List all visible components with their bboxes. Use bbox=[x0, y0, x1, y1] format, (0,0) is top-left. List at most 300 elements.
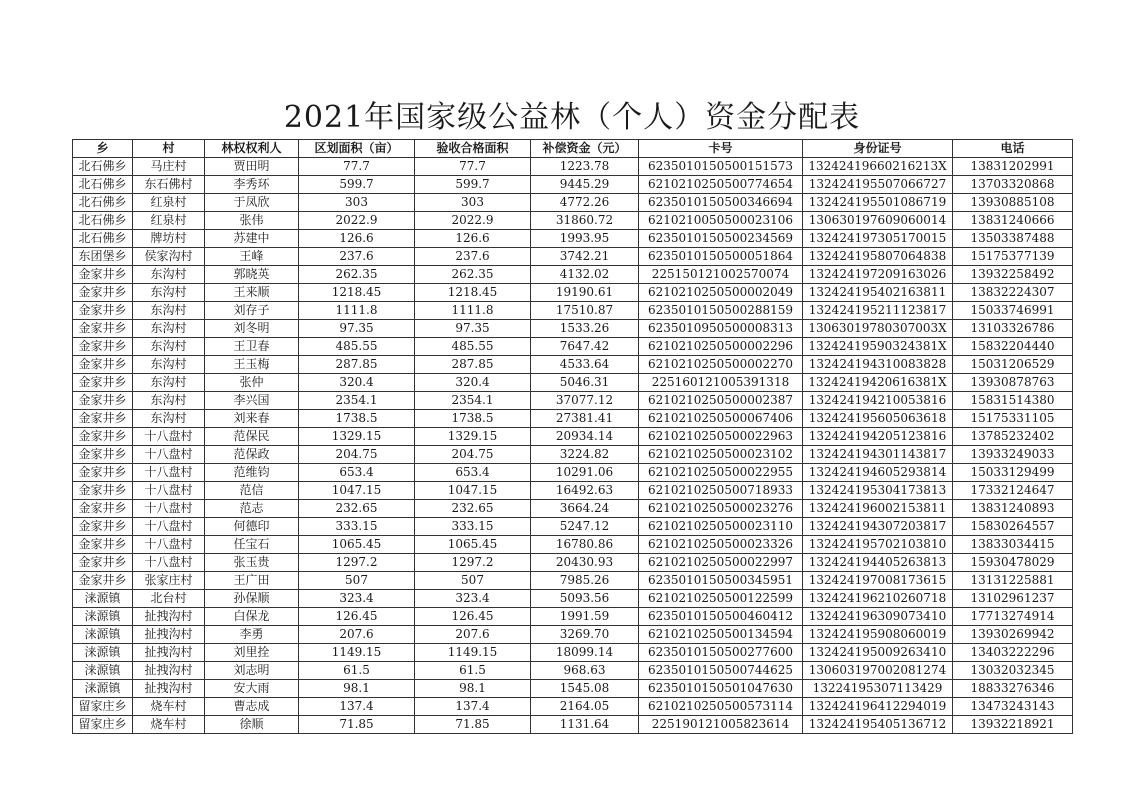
cell-accepted-area: 1149.15 bbox=[415, 644, 531, 662]
table-row bbox=[73, 572, 1073, 590]
cell-compensation: 7647.42 bbox=[531, 338, 639, 356]
cell-owner: 安大雨 bbox=[205, 680, 299, 698]
cell-village: 北台村 bbox=[133, 590, 205, 608]
cell-zoned-area: 237.6 bbox=[299, 248, 415, 266]
cell-township: 留家庄乡 bbox=[73, 698, 133, 716]
cell-accepted-area: 61.5 bbox=[415, 662, 531, 680]
cell-phone: 13403222296 bbox=[953, 644, 1073, 662]
cell-phone: 13473243143 bbox=[953, 698, 1073, 716]
cell-township: 金家井乡 bbox=[73, 356, 133, 374]
cell-zoned-area: 126.45 bbox=[299, 608, 415, 626]
cell-id-number: 132424194605293814 bbox=[803, 464, 953, 482]
cell-owner: 孙保顺 bbox=[205, 590, 299, 608]
cell-township: 金家井乡 bbox=[73, 266, 133, 284]
cell-accepted-area: 71.85 bbox=[415, 716, 531, 734]
cell-card-number: 6210210250500002049 bbox=[639, 284, 803, 302]
cell-zoned-area: 333.15 bbox=[299, 518, 415, 536]
table-row bbox=[73, 392, 1073, 410]
cell-compensation: 3224.82 bbox=[531, 446, 639, 464]
cell-accepted-area: 126.45 bbox=[415, 608, 531, 626]
cell-owner: 王峰 bbox=[205, 248, 299, 266]
cell-id-number: 132424196602162​13X bbox=[803, 158, 953, 176]
cell-compensation: 968.63 bbox=[531, 662, 639, 680]
cell-id-number: 132424195405136712 bbox=[803, 716, 953, 734]
cell-card-number: 6210210250500774654 bbox=[639, 176, 803, 194]
cell-phone: 18833276346 bbox=[953, 680, 1073, 698]
cell-compensation: 20934.14 bbox=[531, 428, 639, 446]
cell-accepted-area: 1738.5 bbox=[415, 410, 531, 428]
table-row bbox=[73, 536, 1073, 554]
table-row bbox=[73, 518, 1073, 536]
cell-phone: 15031206529 bbox=[953, 356, 1073, 374]
cell-compensation: 10291.06 bbox=[531, 464, 639, 482]
cell-id-number: 132424195702103810 bbox=[803, 536, 953, 554]
cell-township: 涞源镇 bbox=[73, 662, 133, 680]
table-row bbox=[73, 194, 1073, 212]
cell-owner: 张玉贵 bbox=[205, 554, 299, 572]
cell-card-number: 6210210250500002387 bbox=[639, 392, 803, 410]
cell-id-number: 132424197209163026 bbox=[803, 266, 953, 284]
cell-phone: 13932258492 bbox=[953, 266, 1073, 284]
table-row bbox=[73, 212, 1073, 230]
cell-phone: 15930478029 bbox=[953, 554, 1073, 572]
cell-village: 十八盘村 bbox=[133, 518, 205, 536]
cell-card-number: 225190121005823614 bbox=[639, 716, 803, 734]
cell-accepted-area: 262.35 bbox=[415, 266, 531, 284]
cell-card-number: 6235010150500051864 bbox=[639, 248, 803, 266]
cell-township: 涞源镇 bbox=[73, 608, 133, 626]
table-row bbox=[73, 680, 1073, 698]
cell-card-number: 6235010150500345951 bbox=[639, 572, 803, 590]
cell-card-number: 6235010150500744625 bbox=[639, 662, 803, 680]
cell-owner: 刘冬明 bbox=[205, 320, 299, 338]
cell-zoned-area: 1111.8 bbox=[299, 302, 415, 320]
cell-township: 东团堡乡 bbox=[73, 248, 133, 266]
table-row bbox=[73, 374, 1073, 392]
cell-phone: 15033129499 bbox=[953, 464, 1073, 482]
table-row bbox=[73, 230, 1073, 248]
cell-owner: 范维钧 bbox=[205, 464, 299, 482]
cell-owner: 任宝石 bbox=[205, 536, 299, 554]
cell-zoned-area: 1297.2 bbox=[299, 554, 415, 572]
cell-id-number: 132424194310083828 bbox=[803, 356, 953, 374]
cell-township: 北石佛乡 bbox=[73, 158, 133, 176]
cell-id-number: 132424195009263410 bbox=[803, 644, 953, 662]
cell-zoned-area: 1149.15 bbox=[299, 644, 415, 662]
cell-zoned-area: 599.7 bbox=[299, 176, 415, 194]
cell-village: 十八盘村 bbox=[133, 446, 205, 464]
col-header-phone: 电话 bbox=[953, 140, 1073, 158]
cell-accepted-area: 333.15 bbox=[415, 518, 531, 536]
cell-accepted-area: 126.6 bbox=[415, 230, 531, 248]
cell-phone: 17332124647 bbox=[953, 482, 1073, 500]
cell-compensation: 1131.64 bbox=[531, 716, 639, 734]
cell-phone: 13831240666 bbox=[953, 212, 1073, 230]
cell-zoned-area: 232.65 bbox=[299, 500, 415, 518]
cell-owner: 刘存子 bbox=[205, 302, 299, 320]
cell-phone: 13930878763 bbox=[953, 374, 1073, 392]
cell-village: 十八盘村 bbox=[133, 482, 205, 500]
cell-township: 北石佛乡 bbox=[73, 194, 133, 212]
cell-village: 东沟村 bbox=[133, 374, 205, 392]
table-row bbox=[73, 644, 1073, 662]
cell-card-number: 6235010150500277600 bbox=[639, 644, 803, 662]
cell-compensation: 5247.12 bbox=[531, 518, 639, 536]
header-row bbox=[73, 140, 1073, 158]
table-row bbox=[73, 608, 1073, 626]
cell-compensation: 3664.24 bbox=[531, 500, 639, 518]
cell-zoned-area: 61.5 bbox=[299, 662, 415, 680]
cell-phone: 13930885108 bbox=[953, 194, 1073, 212]
cell-village: 扯拽沟村 bbox=[133, 626, 205, 644]
table-row bbox=[73, 302, 1073, 320]
cell-owner: 刘里拴 bbox=[205, 644, 299, 662]
cell-compensation: 4772.26 bbox=[531, 194, 639, 212]
cell-accepted-area: 1111.8 bbox=[415, 302, 531, 320]
cell-township: 涞源镇 bbox=[73, 626, 133, 644]
cell-id-number: 132424197008173615 bbox=[803, 572, 953, 590]
cell-id-number: 132424194301143817 bbox=[803, 446, 953, 464]
cell-village: 东石佛村 bbox=[133, 176, 205, 194]
cell-township: 金家井乡 bbox=[73, 428, 133, 446]
cell-compensation: 7985.26 bbox=[531, 572, 639, 590]
cell-accepted-area: 287.85 bbox=[415, 356, 531, 374]
cell-id-number: 132424195908060019 bbox=[803, 626, 953, 644]
cell-card-number: 6210210250500023276 bbox=[639, 500, 803, 518]
cell-phone: 13703320868 bbox=[953, 176, 1073, 194]
table-row bbox=[73, 266, 1073, 284]
table-row bbox=[73, 248, 1073, 266]
cell-township: 金家井乡 bbox=[73, 302, 133, 320]
col-header-village: 村 bbox=[133, 140, 205, 158]
cell-phone: 13832224307 bbox=[953, 284, 1073, 302]
cell-owner: 贾田明 bbox=[205, 158, 299, 176]
cell-zoned-area: 653.4 bbox=[299, 464, 415, 482]
cell-owner: 王玉梅 bbox=[205, 356, 299, 374]
cell-accepted-area: 2022.9 bbox=[415, 212, 531, 230]
cell-phone: 15175331105 bbox=[953, 410, 1073, 428]
cell-id-number: 132424196309073410 bbox=[803, 608, 953, 626]
col-header-id-number: 身份证号 bbox=[803, 140, 953, 158]
cell-village: 东沟村 bbox=[133, 284, 205, 302]
cell-village: 十八盘村 bbox=[133, 536, 205, 554]
cell-card-number: 6210210250500122599 bbox=[639, 590, 803, 608]
col-header-zoned-area: 区划面积（亩） bbox=[299, 140, 415, 158]
cell-accepted-area: 1047.15 bbox=[415, 482, 531, 500]
cell-phone: 15175377139 bbox=[953, 248, 1073, 266]
cell-id-number: 130630197609060014 bbox=[803, 212, 953, 230]
cell-id-number: 132424196210260718 bbox=[803, 590, 953, 608]
cell-zoned-area: 507 bbox=[299, 572, 415, 590]
col-header-accepted-area: 验收合格面积 bbox=[415, 140, 531, 158]
page-title: 2021年国家级公益林（个人）资金分配表 bbox=[283, 100, 861, 135]
cell-village: 东沟村 bbox=[133, 266, 205, 284]
cell-id-number: 132424195507066727 bbox=[803, 176, 953, 194]
cell-village: 红泉村 bbox=[133, 194, 205, 212]
cell-id-number: 13242419420616381X bbox=[803, 374, 953, 392]
cell-accepted-area: 137.4 bbox=[415, 698, 531, 716]
cell-village: 东沟村 bbox=[133, 338, 205, 356]
cell-zoned-area: 98.1 bbox=[299, 680, 415, 698]
cell-compensation: 20430.93 bbox=[531, 554, 639, 572]
cell-compensation: 3742.21 bbox=[531, 248, 639, 266]
cell-township: 北石佛乡 bbox=[73, 212, 133, 230]
cell-id-number: 132424197305170015 bbox=[803, 230, 953, 248]
cell-compensation: 27381.41 bbox=[531, 410, 639, 428]
cell-township: 金家井乡 bbox=[73, 572, 133, 590]
cell-compensation: 9445.29 bbox=[531, 176, 639, 194]
cell-village: 扯拽沟村 bbox=[133, 608, 205, 626]
cell-township: 金家井乡 bbox=[73, 446, 133, 464]
cell-village: 东沟村 bbox=[133, 392, 205, 410]
cell-township: 金家井乡 bbox=[73, 374, 133, 392]
cell-village: 侯家沟村 bbox=[133, 248, 205, 266]
table-row bbox=[73, 698, 1073, 716]
cell-compensation: 1545.08 bbox=[531, 680, 639, 698]
cell-id-number: 130603197002081274 bbox=[803, 662, 953, 680]
cell-township: 金家井乡 bbox=[73, 320, 133, 338]
cell-card-number: 6210210250500067406 bbox=[639, 410, 803, 428]
cell-township: 留家庄乡 bbox=[73, 716, 133, 734]
cell-village: 十八盘村 bbox=[133, 500, 205, 518]
cell-village: 东沟村 bbox=[133, 410, 205, 428]
cell-village: 十八盘村 bbox=[133, 554, 205, 572]
cell-accepted-area: 323.4 bbox=[415, 590, 531, 608]
cell-id-number: 132424195304173813 bbox=[803, 482, 953, 500]
cell-zoned-area: 2022.9 bbox=[299, 212, 415, 230]
cell-card-number: 6235010150500460412 bbox=[639, 608, 803, 626]
cell-village: 十八盘村 bbox=[133, 428, 205, 446]
cell-owner: 范信 bbox=[205, 482, 299, 500]
cell-id-number: 132424195605063618 bbox=[803, 410, 953, 428]
cell-accepted-area: 97.35 bbox=[415, 320, 531, 338]
cell-accepted-area: 303 bbox=[415, 194, 531, 212]
table-row bbox=[73, 338, 1073, 356]
table-row bbox=[73, 716, 1073, 734]
cell-accepted-area: 237.6 bbox=[415, 248, 531, 266]
cell-compensation: 18099.14 bbox=[531, 644, 639, 662]
cell-zoned-area: 485.55 bbox=[299, 338, 415, 356]
cell-id-number: 13063019780307003X bbox=[803, 320, 953, 338]
cell-compensation: 1991.59 bbox=[531, 608, 639, 626]
cell-owner: 刘来春 bbox=[205, 410, 299, 428]
cell-zoned-area: 303 bbox=[299, 194, 415, 212]
cell-phone: 13831240893 bbox=[953, 500, 1073, 518]
cell-id-number: 132424194210053816 bbox=[803, 392, 953, 410]
table-row bbox=[73, 464, 1073, 482]
cell-accepted-area: 653.4 bbox=[415, 464, 531, 482]
cell-card-number: 6210210250500023110 bbox=[639, 518, 803, 536]
cell-zoned-area: 287.85 bbox=[299, 356, 415, 374]
cell-township: 金家井乡 bbox=[73, 554, 133, 572]
cell-village: 张家庄村 bbox=[133, 572, 205, 590]
allocation-table bbox=[72, 139, 1073, 734]
cell-card-number: 6210210250500023102 bbox=[639, 446, 803, 464]
cell-zoned-area: 320.4 bbox=[299, 374, 415, 392]
cell-phone: 13930269942 bbox=[953, 626, 1073, 644]
table-row bbox=[73, 482, 1073, 500]
cell-accepted-area: 1218.45 bbox=[415, 284, 531, 302]
cell-zoned-area: 71.85 bbox=[299, 716, 415, 734]
cell-phone: 13102961237 bbox=[953, 590, 1073, 608]
cell-compensation: 16492.63 bbox=[531, 482, 639, 500]
cell-village: 烧车村 bbox=[133, 716, 205, 734]
cell-village: 烧车村 bbox=[133, 698, 205, 716]
cell-owner: 范保政 bbox=[205, 446, 299, 464]
cell-owner: 于凤欣 bbox=[205, 194, 299, 212]
cell-compensation: 37077.12 bbox=[531, 392, 639, 410]
cell-phone: 13833034415 bbox=[953, 536, 1073, 554]
cell-owner: 范保民 bbox=[205, 428, 299, 446]
cell-phone: 15830264557 bbox=[953, 518, 1073, 536]
table-row bbox=[73, 428, 1073, 446]
cell-card-number: 225150121002570074 bbox=[639, 266, 803, 284]
cell-village: 东沟村 bbox=[133, 320, 205, 338]
cell-card-number: 6235010150500288159 bbox=[639, 302, 803, 320]
cell-compensation: 3269.70 bbox=[531, 626, 639, 644]
cell-phone: 13131225881 bbox=[953, 572, 1073, 590]
cell-card-number: 6210210250500023326 bbox=[639, 536, 803, 554]
cell-township: 涞源镇 bbox=[73, 644, 133, 662]
table-row bbox=[73, 284, 1073, 302]
cell-zoned-area: 1738.5 bbox=[299, 410, 415, 428]
table-row bbox=[73, 590, 1073, 608]
cell-id-number: 132424196002153811 bbox=[803, 500, 953, 518]
cell-id-number: 132424194307203817 bbox=[803, 518, 953, 536]
cell-zoned-area: 126.6 bbox=[299, 230, 415, 248]
cell-card-number: 6210210250500573114 bbox=[639, 698, 803, 716]
cell-owner: 张仲 bbox=[205, 374, 299, 392]
cell-card-number: 6210210250500718933 bbox=[639, 482, 803, 500]
cell-id-number: 132424194205123816 bbox=[803, 428, 953, 446]
cell-card-number: 6210210250500134594 bbox=[639, 626, 803, 644]
cell-village: 红泉村 bbox=[133, 212, 205, 230]
cell-zoned-area: 207.6 bbox=[299, 626, 415, 644]
cell-card-number: 6235010150500234569 bbox=[639, 230, 803, 248]
cell-id-number: 132424194405263813 bbox=[803, 554, 953, 572]
cell-zoned-area: 323.4 bbox=[299, 590, 415, 608]
cell-phone: 15033746991 bbox=[953, 302, 1073, 320]
cell-township: 金家井乡 bbox=[73, 518, 133, 536]
cell-village: 扯拽沟村 bbox=[133, 680, 205, 698]
cell-accepted-area: 98.1 bbox=[415, 680, 531, 698]
col-header-card-number: 卡号 bbox=[639, 140, 803, 158]
cell-accepted-area: 207.6 bbox=[415, 626, 531, 644]
cell-card-number: 6210210250500002296 bbox=[639, 338, 803, 356]
cell-id-number: 13224195307113429 bbox=[803, 680, 953, 698]
cell-township: 北石佛乡 bbox=[73, 230, 133, 248]
col-header-owner: 林权权利人 bbox=[205, 140, 299, 158]
cell-phone: 13103326786 bbox=[953, 320, 1073, 338]
cell-accepted-area: 599.7 bbox=[415, 176, 531, 194]
cell-compensation: 1533.26 bbox=[531, 320, 639, 338]
cell-accepted-area: 232.65 bbox=[415, 500, 531, 518]
cell-zoned-area: 1218.45 bbox=[299, 284, 415, 302]
cell-zoned-area: 1065.45 bbox=[299, 536, 415, 554]
cell-card-number: 6210210250500022963 bbox=[639, 428, 803, 446]
cell-compensation: 16780.86 bbox=[531, 536, 639, 554]
table-row bbox=[73, 176, 1073, 194]
col-header-compensation: 补偿资金（元） bbox=[531, 140, 639, 158]
cell-compensation: 4533.64 bbox=[531, 356, 639, 374]
cell-township: 金家井乡 bbox=[73, 284, 133, 302]
cell-card-number: 6235010150500151573 bbox=[639, 158, 803, 176]
cell-zoned-area: 97.35 bbox=[299, 320, 415, 338]
cell-accepted-area: 204.75 bbox=[415, 446, 531, 464]
cell-township: 金家井乡 bbox=[73, 392, 133, 410]
cell-owner: 曹志成 bbox=[205, 698, 299, 716]
cell-phone: 13032032345 bbox=[953, 662, 1073, 680]
cell-card-number: 6235010150500346694 bbox=[639, 194, 803, 212]
table-row bbox=[73, 410, 1073, 428]
col-header-township: 乡 bbox=[73, 140, 133, 158]
cell-village: 扯拽沟村 bbox=[133, 662, 205, 680]
cell-village: 十八盘村 bbox=[133, 464, 205, 482]
cell-owner: 王广田 bbox=[205, 572, 299, 590]
cell-phone: 13933249033 bbox=[953, 446, 1073, 464]
cell-phone: 17713274914 bbox=[953, 608, 1073, 626]
table-body bbox=[73, 158, 1073, 734]
cell-card-number: 6210210250500002270 bbox=[639, 356, 803, 374]
cell-township: 北石佛乡 bbox=[73, 176, 133, 194]
cell-accepted-area: 485.55 bbox=[415, 338, 531, 356]
cell-owner: 李兴国 bbox=[205, 392, 299, 410]
cell-id-number: 132424195807064838 bbox=[803, 248, 953, 266]
cell-owner: 范志 bbox=[205, 500, 299, 518]
cell-id-number: 13242419590324381X bbox=[803, 338, 953, 356]
cell-accepted-area: 2354.1 bbox=[415, 392, 531, 410]
cell-phone: 13831202991 bbox=[953, 158, 1073, 176]
cell-zoned-area: 262.35 bbox=[299, 266, 415, 284]
cell-compensation: 5046.31 bbox=[531, 374, 639, 392]
cell-owner: 张伟 bbox=[205, 212, 299, 230]
cell-accepted-area: 1329.15 bbox=[415, 428, 531, 446]
cell-village: 马庄村 bbox=[133, 158, 205, 176]
cell-township: 涞源镇 bbox=[73, 680, 133, 698]
cell-township: 涞源镇 bbox=[73, 590, 133, 608]
cell-card-number: 6235010150501047630 bbox=[639, 680, 803, 698]
cell-card-number: 6210210250500022955 bbox=[639, 464, 803, 482]
cell-accepted-area: 320.4 bbox=[415, 374, 531, 392]
cell-township: 金家井乡 bbox=[73, 500, 133, 518]
cell-zoned-area: 2354.1 bbox=[299, 392, 415, 410]
cell-compensation: 31860.72 bbox=[531, 212, 639, 230]
cell-compensation: 19190.61 bbox=[531, 284, 639, 302]
cell-compensation: 17510.87 bbox=[531, 302, 639, 320]
cell-card-number: 6210210250500022997 bbox=[639, 554, 803, 572]
cell-township: 金家井乡 bbox=[73, 464, 133, 482]
cell-phone: 13932218921 bbox=[953, 716, 1073, 734]
cell-card-number: 225160121005391318 bbox=[639, 374, 803, 392]
table-row bbox=[73, 626, 1073, 644]
cell-accepted-area: 1297.2 bbox=[415, 554, 531, 572]
cell-owner: 李秀环 bbox=[205, 176, 299, 194]
table-row bbox=[73, 320, 1073, 338]
cell-id-number: 132424195501086719 bbox=[803, 194, 953, 212]
cell-compensation: 4132.02 bbox=[531, 266, 639, 284]
cell-accepted-area: 77.7 bbox=[415, 158, 531, 176]
cell-accepted-area: 507 bbox=[415, 572, 531, 590]
cell-township: 金家井乡 bbox=[73, 338, 133, 356]
table-row bbox=[73, 446, 1073, 464]
cell-owner: 李勇 bbox=[205, 626, 299, 644]
cell-owner: 苏建中 bbox=[205, 230, 299, 248]
cell-compensation: 1223.78 bbox=[531, 158, 639, 176]
cell-township: 金家井乡 bbox=[73, 482, 133, 500]
cell-id-number: 132424196412294019 bbox=[803, 698, 953, 716]
cell-zoned-area: 77.7 bbox=[299, 158, 415, 176]
cell-owner: 徐顺 bbox=[205, 716, 299, 734]
